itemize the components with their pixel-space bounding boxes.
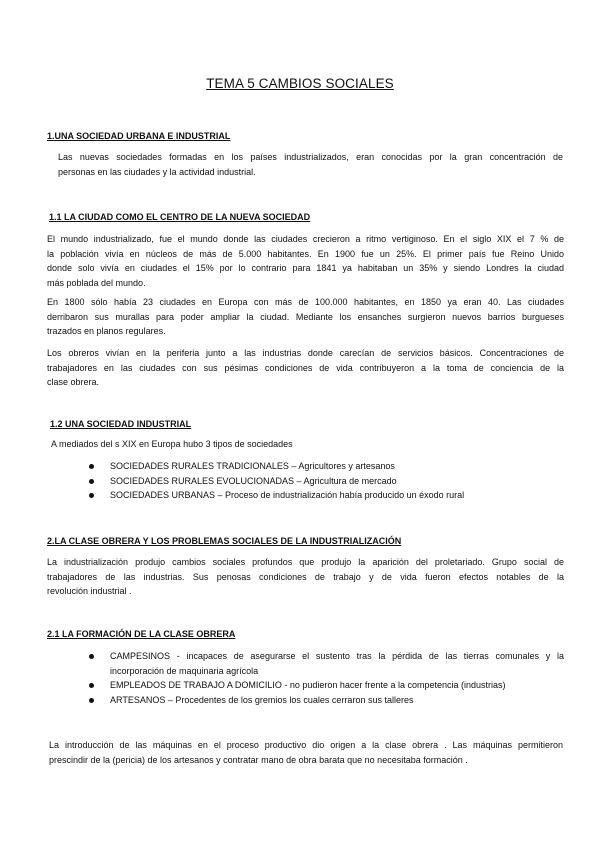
paragraph-line: más poblada del mundo. xyxy=(47,277,146,288)
section-1-1-paragraph-3 xyxy=(47,346,564,390)
section-2-paragraph xyxy=(47,555,564,599)
list-item xyxy=(89,488,559,503)
list-item-text: SOCIEDADES RURALES TRADICIONALES – Agricultores y artesanos xyxy=(110,461,395,471)
list-item xyxy=(89,693,564,708)
list-item-text: SOCIEDADES URBANAS – Proceso de industrialización había producido un éxodo rural xyxy=(110,490,465,500)
section-1-2-heading: 1.2 UNA SOCIEDAD INDUSTRIAL xyxy=(50,419,192,429)
bullet-icon xyxy=(89,683,94,688)
section-2-1-list xyxy=(89,649,564,707)
bullet-icon xyxy=(89,493,94,498)
bullet-icon xyxy=(89,654,94,659)
paragraph-line: revolución industrial . xyxy=(47,586,132,596)
list-item xyxy=(89,459,559,474)
section-2-heading: 2.LA CLASE OBRERA Y LOS PROBLEMAS SOCIALES DE LA INDUSTRIALIZACIÓN xyxy=(47,536,402,546)
list-item xyxy=(89,678,564,693)
paragraph-line: Las nuevas sociedades formadas en los países industrializados, eran conocidas por la gran concentración de xyxy=(58,152,563,162)
paragraph-line: clase obrera. xyxy=(47,377,100,387)
paragraph-line: personas en las ciudades y la actividad industrial. xyxy=(58,166,256,177)
section-1-1-paragraph-2 xyxy=(47,295,564,339)
section-1-2-intro: A mediados del s XIX en Europa hubo 3 tipos de sociedades xyxy=(51,439,293,449)
paragraph-line: El mundo industrializado, fue el mundo donde las ciudades crecieron a ritmo vertiginoso. En el siglo XIX el 7 % de xyxy=(47,234,564,244)
list-item-text: SOCIEDADES RURALES EVOLUCIONADAS – Agricultura de mercado xyxy=(110,475,397,486)
section-1-paragraph xyxy=(58,150,563,179)
list-item-text: EMPLEADOS DE TRABAJO A DOMICILIO - no pudieron hacer frente a la competencia (industrias) xyxy=(110,680,506,690)
section-1-1-heading: 1.1 LA CIUDAD COMO EL CENTRO DE LA NUEVA SOCIEDAD xyxy=(49,212,311,222)
section-1-heading: 1.UNA SOCIEDAD URBANA E INDUSTRIAL xyxy=(47,131,231,141)
section-1-2-list xyxy=(89,459,559,503)
paragraph-line: La introducción de las máquinas en el proceso productivo dio origen a la clase obrera . Las máquinas permitieron xyxy=(49,740,563,750)
paragraph-line: derribaron sus murallas para poder ampliar la ciudad. Mediante los ensanches surgieron nuevos barrios burgueses xyxy=(47,311,564,322)
paragraph-line: trabajadores de las industrias. Sus penosas condiciones de trabajo y de vida fueron efectos notables de la xyxy=(47,571,564,582)
bullet-icon xyxy=(89,479,94,484)
paragraph-line: trazados en planos regulares. xyxy=(47,326,166,336)
list-item-text: ARTESANOS – Procedentes de los gremios los cuales cerraron sus talleres xyxy=(110,694,414,705)
paragraph-line: Los obreros vivían en la periferia junto a las industrias donde carecían de servicios básicos. Concentraciones de xyxy=(47,348,564,358)
list-item-text: incorporación de maquinaria agrícola xyxy=(110,665,259,676)
paragraph-line: donde solo vivía en ciudades el 15% por lo contrario para 1841 ya habitaban un 35% y siendo Londres la ciudad xyxy=(47,263,564,273)
paragraph-line: la población vivía en núcleos de más de 5.000 habitantes. En 1900 fue un 25%. El primer país fue Reino Unido xyxy=(47,248,564,259)
bullet-icon xyxy=(89,464,94,469)
paragraph-line: En 1800 sólo había 23 ciudades en Europa con más de 100.000 habitantes, en 1850 ya eran 40. Las ciudades xyxy=(47,297,564,307)
paragraph-line: trabajadores en las ciudades con sus pésimas condiciones de vida contribuyeron a la toma de conciencia de la xyxy=(47,362,564,373)
closing-paragraph xyxy=(49,738,563,767)
list-item xyxy=(89,474,559,489)
paragraph-line: La industrialización produjo cambios sociales profundos que produjo la aparición del proletariado. Grupo social de xyxy=(47,557,564,567)
list-item-text: CAMPESINOS - incapaces de asegurarse el sustento tras la pérdida de las tierras comunales y la xyxy=(110,651,564,661)
section-1-1-paragraph-1 xyxy=(47,232,564,290)
paragraph-line: prescindir de la (pericia) de los artesanos y contratar mano de obra barata que no necesitaba formación . xyxy=(49,754,468,765)
list-item xyxy=(89,649,564,678)
section-2-1-heading: 2.1 LA FORMACIÓN DE LA CLASE OBRERA xyxy=(47,629,236,639)
bullet-icon xyxy=(89,698,94,703)
document-title: TEMA 5 CAMBIOS SOCIALES xyxy=(206,76,394,91)
